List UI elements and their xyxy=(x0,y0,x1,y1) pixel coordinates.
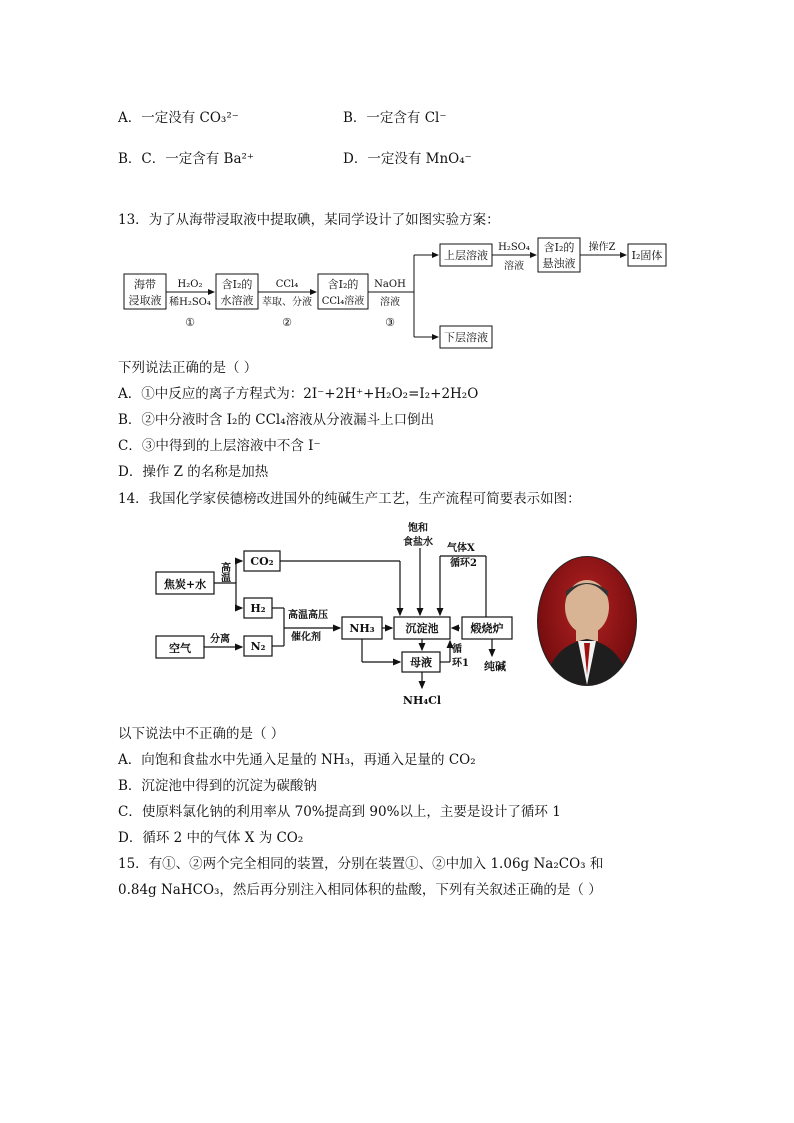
q13-prompt: 下列说法正确的是（ ） xyxy=(118,360,258,376)
lower-solution-label: 下层溶液 xyxy=(444,331,488,344)
q12-option-a: A．一定没有 CO₃²⁻ xyxy=(118,110,239,126)
gas-x-label: 气体X xyxy=(447,543,475,554)
q13-option-c: C．③中得到的上层溶液中不含 I⁻ xyxy=(118,438,321,454)
q13-option-d: D．操作 Z 的名称是加热 xyxy=(118,464,269,480)
box1-line1: 海带 xyxy=(134,278,156,291)
q14-option-b: B．沉淀池中得到的沉淀为碳酸钠 xyxy=(118,778,317,794)
arrow4-reagent-top: H₂SO₄ xyxy=(498,242,530,253)
arrow2-reagent-top: CCl₄ xyxy=(275,279,299,290)
portrait-figure xyxy=(538,557,636,685)
brine-label-2: 食盐水 xyxy=(403,537,433,548)
arrow1-reagent-bottom: 稀H₂SO₄ xyxy=(169,297,211,308)
iodine-solid-label: I₂固体 xyxy=(631,249,663,262)
q14-prompt: 以下说法中不正确的是（ ） xyxy=(118,726,285,742)
box5-line1: 含I₂的 xyxy=(543,241,575,254)
q15-line-1: 15．有①、②两个完全相同的装置，分别在装置①、②中加入 1.06g Na₂CO₃ 和 xyxy=(118,856,604,872)
cycle2-label: 循环2 xyxy=(450,558,477,569)
q12-option-b: B．一定含有 Cl⁻ xyxy=(343,110,447,126)
furnace-label: 煅烧炉 xyxy=(470,622,504,635)
brine-label-1: 饱和 xyxy=(408,523,428,534)
high-temp-label: 高温 xyxy=(218,562,230,582)
q14-flow-diagram xyxy=(150,518,530,714)
q15-line-2: 0.84g NaHCO₃，然后再分别注入相同体积的盐酸，下列有关叙述正确的是（ ） xyxy=(118,882,602,898)
box5-line2: 悬浊液 xyxy=(542,257,576,270)
co2-label: CO₂ xyxy=(250,555,274,568)
cycle1-label-2: 环1 xyxy=(452,658,469,669)
box1-line2: 浸取液 xyxy=(128,294,162,307)
step1-label: ① xyxy=(185,316,195,329)
n2-label: N₂ xyxy=(250,640,266,653)
portrait-photo xyxy=(537,556,637,686)
q12-option-d: D．一定没有 MnO₄⁻ xyxy=(343,151,472,167)
q12-option-c: B．C．一定含有 Ba²⁺ xyxy=(118,151,255,167)
upper-solution-label: 上层溶液 xyxy=(444,249,488,262)
arrow3-reagent-top: NaOH xyxy=(374,279,406,290)
nh3-label: NH₃ xyxy=(349,622,375,635)
arrow4-reagent-bottom: 溶液 xyxy=(504,261,524,272)
box3-line2: CCl₄溶液 xyxy=(321,296,365,307)
arrow1-reagent-top: H₂O₂ xyxy=(177,279,203,290)
condition-catalyst-label: 催化剂 xyxy=(291,632,321,643)
q14-option-c: C．使原料氯化钠的利用率从 70%提高到 90%以上，主要是设计了循环 1 xyxy=(118,804,561,820)
q13-option-b: B．②中分液时含 I₂的 CCl₄溶液从分液漏斗上口倒出 xyxy=(118,412,435,428)
step2-label: ② xyxy=(282,316,292,329)
box3-line1: 含I₂的 xyxy=(327,278,359,291)
arrow2-reagent-bottom: 萃取、分液 xyxy=(262,297,312,308)
cycle1-label-1: 循 xyxy=(452,644,462,655)
step3-label: ③ xyxy=(385,316,395,329)
box2-line1: 含I₂的 xyxy=(221,278,253,291)
q14-stem: 14．我国化学家侯德榜改进国外的纯碱生产工艺，生产流程可简要表示如图： xyxy=(118,491,581,507)
separate-label: 分离 xyxy=(210,634,230,645)
soda-label: 纯碱 xyxy=(484,660,506,673)
q13-flow-diagram xyxy=(118,234,678,352)
arrow3-reagent-bottom: 溶液 xyxy=(380,297,400,308)
q13-stem: 13．为了从海带浸取液中提取碘，某同学设计了如图实验方案： xyxy=(118,212,500,228)
q14-option-a: A．向饱和食盐水中先通入足量的 NH₃，再通入足量的 CO₂ xyxy=(118,752,476,768)
arrow5-operation: 操作Z xyxy=(588,242,616,253)
q14-option-d: D．循环 2 中的气体 X 为 CO₂ xyxy=(118,830,304,846)
air-label: 空气 xyxy=(169,642,191,655)
h2-label: H₂ xyxy=(250,602,266,615)
coke-water-label: 焦炭+水 xyxy=(163,578,207,591)
precip-tank-label: 沉淀池 xyxy=(405,622,439,635)
mother-liquor-label: 母液 xyxy=(410,656,432,669)
q13-option-a: A．①中反应的离子方程式为：2I⁻+2H⁺+H₂O₂=I₂+2H₂O xyxy=(118,386,479,402)
nh4cl-label: NH₄Cl xyxy=(402,694,442,707)
box2-line2: 水溶液 xyxy=(220,294,254,307)
condition-pressure-label: 高温高压 xyxy=(288,610,328,621)
